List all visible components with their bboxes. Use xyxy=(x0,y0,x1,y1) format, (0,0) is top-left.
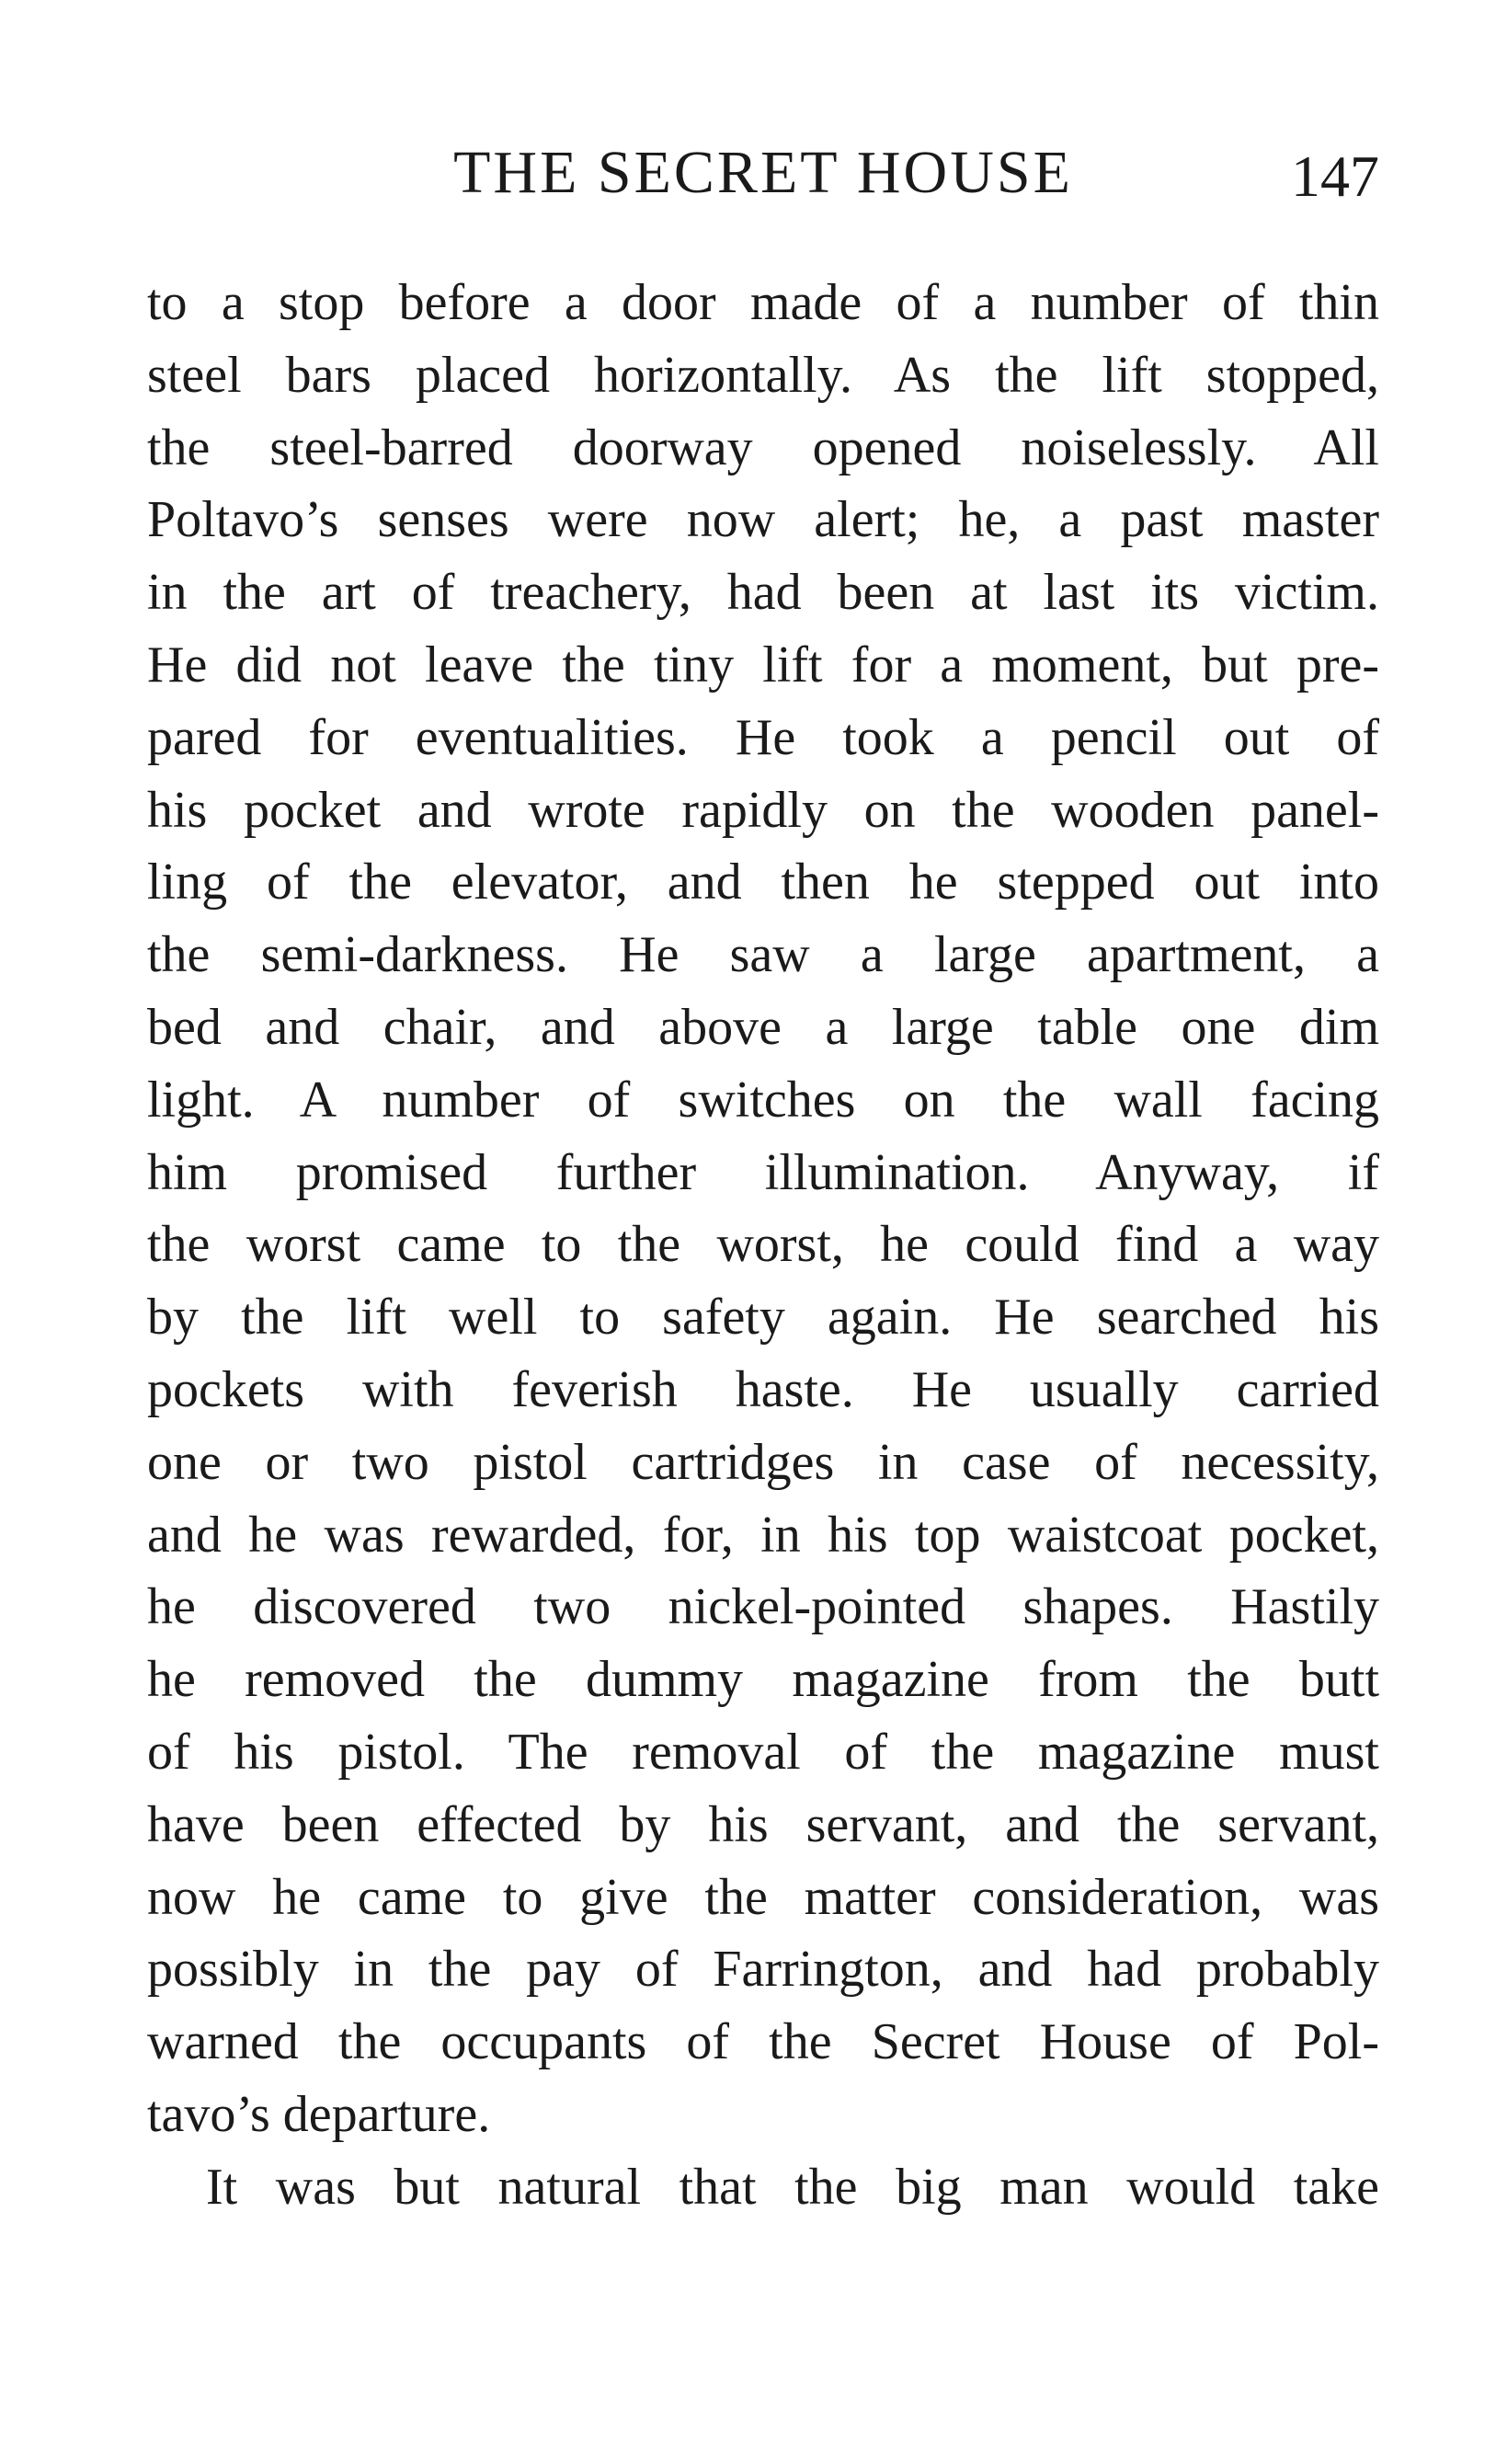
text-line: He did not leave the tiny lift for a moment, but pre- xyxy=(147,636,1379,693)
paragraph-end-line: tavo’s departure. xyxy=(147,2085,491,2143)
running-title: THE SECRET HOUSE xyxy=(453,139,1073,206)
text-line: possibly in the pay of Farrington, and had probably xyxy=(147,1941,1379,1999)
text-line: pared for eventualities. He took a pencil out of xyxy=(147,708,1379,766)
text-line: have been effected by his servant, and the servant, xyxy=(147,1795,1379,1853)
text-line: steel bars placed horizontally. As the lift stopped, xyxy=(147,346,1379,404)
page-number: 147 xyxy=(1291,143,1379,209)
text-line: he removed the dummy magazine from the butt xyxy=(147,1651,1379,1709)
text-line: of his pistol. The removal of the magazine must xyxy=(147,1723,1379,1781)
paragraph-start-line: It was but natural that the big man would take xyxy=(206,2158,1379,2216)
text-line: pockets with feverish haste. He usually carried xyxy=(147,1360,1379,1418)
text-line: him promised further illumination. Anyway, if xyxy=(147,1143,1379,1201)
text-line: he discovered two nickel-pointed shapes. Hastily xyxy=(147,1578,1379,1636)
text-line: light. A number of switches on the wall facing xyxy=(147,1071,1379,1129)
text-line: in the art of treachery, had been at last its victim. xyxy=(147,564,1379,622)
text-line: now he came to give the matter consideration, was xyxy=(147,1868,1379,1926)
running-head xyxy=(147,136,1379,210)
text-line: his pocket and wrote rapidly on the wooden panel- xyxy=(147,781,1379,839)
text-line: ling of the elevator, and then he stepped out into xyxy=(147,854,1379,911)
body-text xyxy=(147,267,1379,2224)
text-line: the semi-darkness. He saw a large apartment, a xyxy=(147,926,1379,984)
text-line: one or two pistol cartridges in case of necessity, xyxy=(147,1433,1379,1491)
text-line: warned the occupants of the Secret House of Pol- xyxy=(147,2013,1379,2071)
text-line: bed and chair, and above a large table one dim xyxy=(147,998,1379,1056)
text-line: the worst came to the worst, he could find a way xyxy=(147,1216,1379,1274)
text-line: and he was rewarded, for, in his top waistcoat pocket, xyxy=(147,1506,1379,1564)
text-line: Poltavo’s senses were now alert; he, a past master xyxy=(147,491,1379,549)
text-line: to a stop before a door made of a number of thin xyxy=(147,274,1379,331)
text-line: the steel-barred doorway opened noiselessly. All xyxy=(147,418,1379,476)
text-line: by the lift well to safety again. He searched his xyxy=(147,1289,1379,1347)
